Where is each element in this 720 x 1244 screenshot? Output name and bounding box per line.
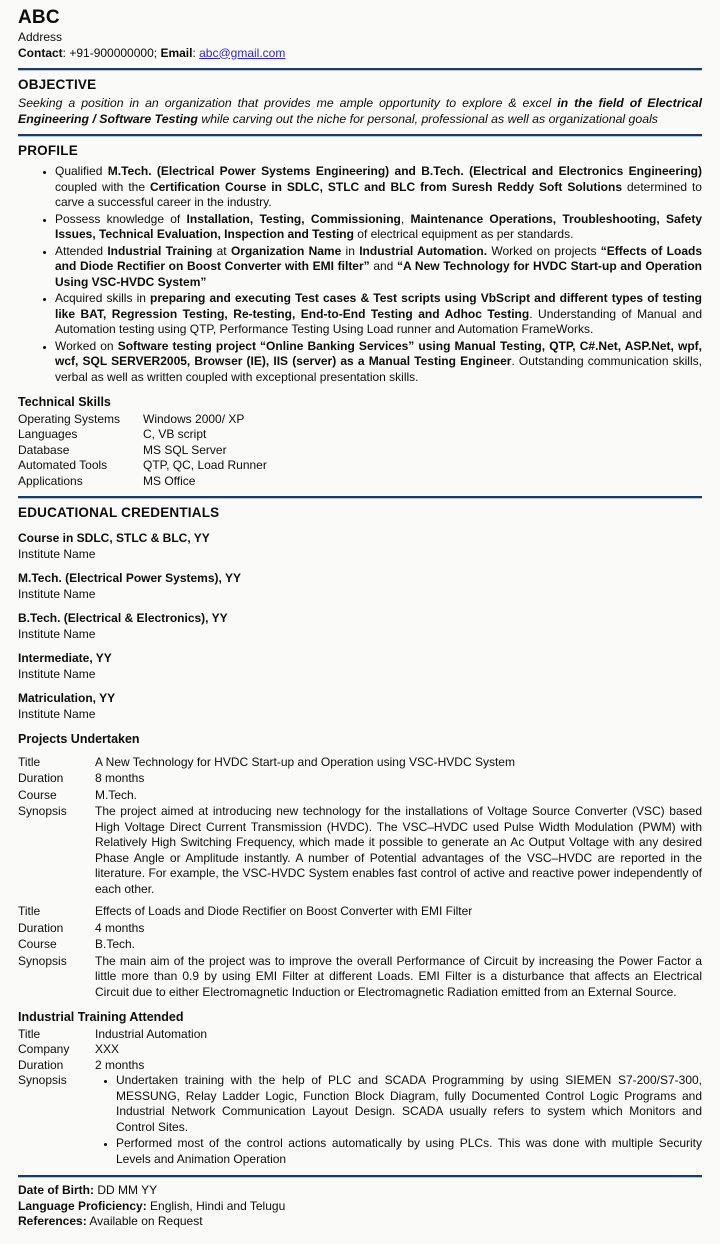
- project-duration: 4 months: [95, 920, 145, 935]
- text-run: :: [192, 45, 200, 60]
- text-run: ,: [400, 211, 411, 226]
- text-run: “A New Technology for HVDC Start-up and Operation Using VSC-HVDC System”: [55, 259, 702, 289]
- education-heading: EDUCATIONAL CREDENTIALS: [18, 505, 220, 520]
- field-label: Synopsis: [18, 953, 67, 968]
- project-duration: 8 months: [95, 771, 145, 785]
- text-run: Maintenance Operations, Troubleshooting, Safety Issues, Technical Evaluation, Inspection and Testing: [55, 211, 702, 241]
- dob-value: DD MM YY: [94, 1183, 158, 1197]
- training-title-row: [18, 1027, 702, 1043]
- field-label: Course: [18, 937, 57, 951]
- skill-label: Database: [18, 442, 70, 457]
- training-synopsis-bullet: • Undertaken training with the help of PLC and SCADA Programming by using SIEMEN S7-200/S7-300, MESSUNG, Relay Ladder Logic, Function Block Diagram, fully Documented Control Logic Programs and Industrial Network Communication Layout Design. SCADA usually refers to system which Monitors and Control Sites.: [116, 1073, 702, 1135]
- skill-row: [18, 443, 702, 459]
- contact-line: [18, 46, 702, 62]
- skill-value: QTP, QC, Load Runner: [143, 458, 267, 472]
- skill-row: [18, 458, 702, 474]
- project-title-row: [18, 904, 702, 920]
- text-run: . Outstanding communication skills, verbal as well as written coupled with exceptional presentation skills.: [55, 354, 702, 384]
- project-course-row: [18, 788, 702, 804]
- education-entry: [18, 691, 702, 722]
- text-run: and: [369, 259, 398, 273]
- field-label: Title: [18, 1026, 41, 1041]
- language-label: Language Proficiency:: [18, 1198, 147, 1213]
- project-entry: [18, 755, 702, 898]
- skill-value: MS SQL Server: [143, 442, 227, 457]
- project-course-row: [18, 937, 702, 953]
- text-run: determined to carve a successful career in the industry.: [55, 179, 702, 209]
- project-synopsis-row: [18, 804, 702, 897]
- footer-section: [18, 1183, 702, 1230]
- project-course: B.Tech.: [95, 937, 136, 951]
- text-run: in the field of Electrical Engineering / Software Testing: [18, 96, 702, 126]
- training-title: Industrial Automation: [95, 1026, 208, 1041]
- profile-bullet: [55, 164, 702, 211]
- training-duration-row: [18, 1058, 702, 1074]
- text-run: at: [212, 243, 231, 258]
- text-run: Software testing project “Online Banking Services” using Manual Testing, QTP, C#.Net, ASP.Net, wpf, wcf, SQL SERVER2005, Browser (IE), IIS (server) as a Manual Testing Engineer: [55, 338, 702, 368]
- text-run: while carving out the niche for personal, professional as well as organizational goals: [197, 111, 658, 126]
- training-company-row: [18, 1042, 702, 1058]
- field-label: Duration: [18, 1057, 64, 1072]
- education-title: M.Tech. (Electrical Power Systems), YY: [18, 571, 241, 585]
- education-institute: Institute Name: [18, 586, 96, 601]
- industrial-training-heading: Industrial Training Attended: [18, 1010, 184, 1024]
- dob-line: [18, 1183, 702, 1199]
- objective-section: [18, 76, 702, 127]
- text-run: . Understanding of Manual and Automation testing using QTP, Performance Testing Using Load runner and Automation FrameWorks.: [55, 306, 703, 336]
- education-entry: [18, 531, 702, 562]
- education-title: Course in SDLC, STLC & BLC, YY: [18, 531, 210, 545]
- text-run: preparing and executing Test cases & Test scripts using VbScript and different types of testing like BAT, Regression Testing, Re-testing, End-to-End Testing and Adhoc Testing: [55, 291, 702, 321]
- profile-bullet: [55, 212, 702, 243]
- skill-label: Languages: [18, 427, 78, 441]
- projects-heading: Projects Undertaken: [18, 732, 140, 746]
- skill-label: Automated Tools: [18, 458, 108, 472]
- text-run: Attended: [55, 243, 108, 258]
- technical-skills-heading: Technical Skills: [18, 395, 111, 409]
- field-label: Duration: [18, 920, 64, 935]
- skill-value: Windows 2000/ XP: [143, 411, 245, 426]
- education-institute: Institute Name: [18, 706, 96, 721]
- education-entry: [18, 571, 702, 602]
- references-line: [18, 1214, 702, 1230]
- project-synopsis: The project aimed at introducing new technology for the installations of Voltage Source Converter (VSC) based High Voltage Direct Current Transmission (HVDC). The VSC–HVDC used Pulse Width Modulation (PWM) with Relatively High Switching Frequency, which made it possible to generate an Ac Output Voltage with any desired Phase Angle or Amplitude instantly. A number of Potential advantages of the VSC–HVDC are reported in the literature. For example, the VSC-HVDC System enables fast control of active and reactive power independently of each other.: [95, 804, 702, 896]
- candidate-name: ABC: [18, 7, 60, 28]
- education-title: B.Tech. (Electrical & Electronics), YY: [18, 611, 228, 625]
- technical-skills-table: [18, 412, 702, 490]
- skill-row: [18, 427, 702, 443]
- text-run: Worked on: [55, 338, 118, 353]
- training-synopsis-bullet: • Performed most of the control actions automatically by using PLCs. This was done with multiple Security Levels and Animation Operation: [116, 1136, 702, 1167]
- profile-heading: PROFILE: [18, 143, 78, 158]
- text-run: in: [341, 243, 360, 258]
- section-divider: [18, 68, 702, 71]
- text-run: Qualified: [55, 164, 108, 178]
- text-run: Industrial Training: [107, 243, 213, 258]
- objective-text: [18, 96, 702, 127]
- education-title: Matriculation, YY: [18, 691, 116, 705]
- text-run: “Effects of Loads and Diode Rectifier on Boost Converter with EMI filter”: [55, 243, 703, 273]
- education-institute: Institute Name: [18, 546, 96, 561]
- skill-row: [18, 412, 702, 428]
- education-entry: [18, 611, 702, 642]
- field-label: Synopsis: [18, 1073, 67, 1087]
- text-run: Industrial Automation.: [359, 243, 488, 258]
- project-title: Effects of Loads and Diode Rectifier on Boost Converter with EMI Filter: [95, 904, 473, 918]
- education-institute: Institute Name: [18, 626, 96, 641]
- text-run: Contact: [18, 45, 63, 60]
- profile-bullet-list: [18, 164, 702, 385]
- text-run: Installation, Testing, Commissioning: [186, 211, 401, 226]
- dob-label: Date of Birth:: [18, 1183, 94, 1197]
- text-run: Organization Name: [230, 243, 342, 258]
- field-label: Synopsis: [18, 804, 67, 818]
- project-duration-row: [18, 771, 702, 787]
- text-run: Seeking a position in an organization that provides me ample opportunity to explore & excel: [18, 96, 558, 110]
- skill-value: MS Office: [143, 473, 196, 488]
- field-label: Course: [18, 787, 57, 802]
- education-institute: Institute Name: [18, 666, 96, 681]
- address-line: Address: [18, 30, 63, 44]
- references-value: Available on Request: [86, 1214, 203, 1228]
- field-label: Title: [18, 904, 41, 918]
- field-label: Title: [18, 754, 41, 769]
- project-title-row: [18, 755, 702, 771]
- skill-value: C, VB script: [143, 427, 207, 441]
- education-title: Intermediate, YY: [18, 651, 112, 665]
- text-run: Certification Course in SDLC, STLC and BLC from Suresh Reddy Soft Solutions: [149, 179, 622, 194]
- field-label: Company: [18, 1042, 70, 1056]
- profile-section: [18, 142, 702, 489]
- field-label: Duration: [18, 771, 64, 785]
- training-entry: [18, 1027, 702, 1169]
- objective-heading: OBJECTIVE: [18, 77, 97, 92]
- training-synopsis-row: [18, 1073, 702, 1168]
- project-synopsis-row: [18, 954, 702, 1001]
- project-duration-row: [18, 921, 702, 937]
- training-duration: 2 months: [95, 1057, 145, 1072]
- language-line: [18, 1199, 702, 1215]
- text-run: Possess knowledge of: [55, 211, 187, 226]
- education-entry: [18, 651, 702, 682]
- section-divider: [18, 134, 702, 137]
- skill-row: [18, 474, 702, 490]
- text-run: Worked on projects: [487, 243, 601, 258]
- text-run: : +91-900000000;: [62, 45, 161, 60]
- project-title: A New Technology for HVDC Start-up and Operation using VSC-HVDC System: [95, 754, 515, 769]
- training-company: XXX: [95, 1042, 120, 1056]
- profile-bullet: [55, 291, 702, 338]
- text-run: M.Tech. (Electrical Power Systems Engineering) and B.Tech. (Electrical and Electronics Engineering): [107, 164, 702, 178]
- text-run: Email: [160, 45, 193, 60]
- skill-label: Applications: [18, 473, 83, 488]
- text-run: coupled with the: [55, 179, 150, 194]
- section-divider: [18, 496, 702, 499]
- project-course: M.Tech.: [95, 787, 138, 802]
- text-run: of electrical equipment as per standards.: [353, 227, 574, 241]
- project-synopsis: The main aim of the project was to improve the overall Performance of Circuit by increasing the Power Factor a little more than 0.9 by using EMI Filter at different Loads. EMI Filter is a disturbance that affects an Electrical Circuit due to either Electromagnetic Induction or Electromagnetic Radiation emitted from an External Source.: [95, 953, 702, 999]
- skill-label: Operating Systems: [18, 411, 121, 426]
- project-entry: [18, 904, 702, 1000]
- section-divider: [18, 1175, 702, 1178]
- references-label: References:: [18, 1214, 87, 1228]
- language-value: English, Hindi and Telugu: [146, 1198, 286, 1213]
- education-section: [18, 504, 702, 1168]
- profile-bullet: [55, 339, 702, 386]
- profile-bullet: [55, 244, 702, 291]
- header: [18, 6, 702, 61]
- training-synopsis-list: [95, 1073, 702, 1167]
- text-run: Acquired skills in: [55, 291, 151, 305]
- email-link[interactable]: abc@gmail.com: [199, 45, 286, 60]
